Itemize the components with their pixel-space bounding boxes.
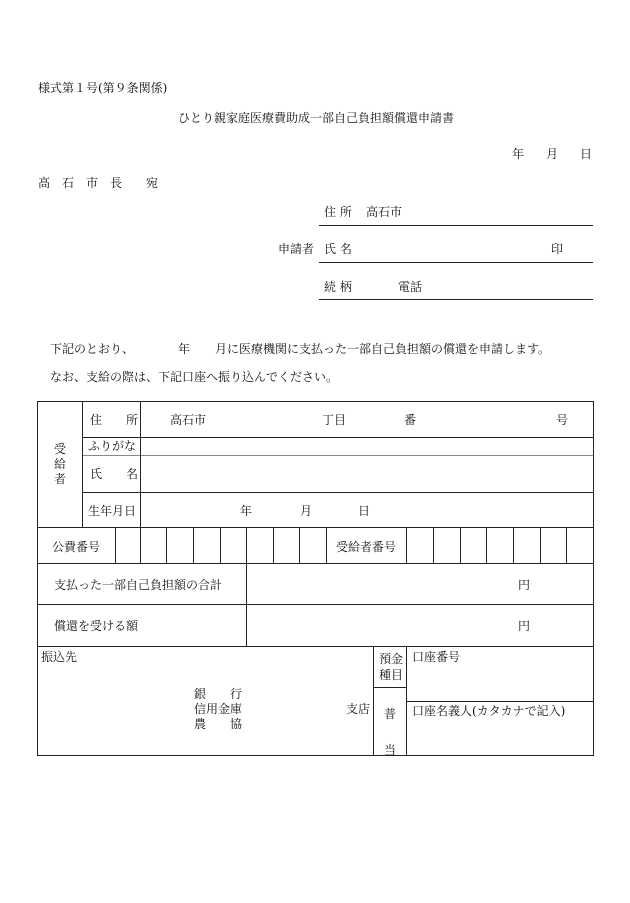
deposit-type-label: 預金種目 (378, 652, 403, 682)
body-line-1-year: 年 (178, 342, 191, 356)
total-paid-unit: 円 (518, 578, 531, 592)
recipient-label: 受給者 (53, 442, 66, 486)
birth-year: 年 (240, 504, 253, 518)
birth-day: 日 (358, 504, 371, 518)
transfer-label: 振込先 (41, 650, 78, 664)
recipient-number-label: 受給者番号 (336, 540, 397, 554)
branch-label: 支店 (346, 702, 371, 716)
birth-month: 月 (300, 504, 313, 518)
body-line-1-post: 月に医療機関に支払った一部自己負担額の償還を申請します。 (215, 342, 551, 356)
furigana-label: ふりがな (88, 439, 137, 453)
total-paid-label: 支払った一部自己負担額の合計 (54, 578, 223, 592)
table-address-label: 住 所 (90, 413, 139, 427)
table-name-label: 氏 名 (90, 467, 139, 481)
phone-label: 電話 (398, 280, 423, 294)
table-address-city[interactable]: 高石市 (170, 413, 207, 427)
date-month: 月 (546, 147, 559, 161)
seal-mark: 印 (551, 242, 564, 256)
refund-unit: 円 (518, 619, 531, 633)
table-address-chome: 丁目 (322, 413, 347, 427)
date-day: 日 (580, 147, 593, 161)
body-line-1-pre: 下記のとおり、 (50, 342, 135, 356)
address-value[interactable]: 高石市 (366, 205, 403, 219)
addressee: 高 石 市 長 宛 (38, 176, 159, 190)
shinkin-option: 信用金庫 (194, 702, 243, 716)
bank-option: 銀 行 (194, 687, 243, 701)
table-address-ban: 番 (404, 413, 417, 427)
body-line-2: なお、支給の際は、下記口座へ振り込んでください。 (50, 370, 339, 384)
account-name-label: 口座名義人(カタカナで記入) (412, 704, 566, 718)
noukyou-option: 農 協 (194, 717, 243, 731)
table-address-go: 号 (556, 413, 569, 427)
page-title: ひとり親家庭医療費助成一部自己負担額償還申請書 (178, 111, 455, 125)
birthdate-label: 生年月日 (88, 504, 137, 518)
form-number: 様式第１号(第９条関係) (38, 81, 168, 95)
applicant-label: 申請者 (278, 242, 315, 256)
date-year: 年 (512, 147, 525, 161)
public-number-label: 公費番号 (52, 540, 101, 554)
refund-label: 償還を受ける額 (54, 619, 139, 633)
relation-label: 続 柄 (324, 280, 352, 294)
address-label: 住 所 (324, 205, 352, 219)
deposit-type-value: 普当 (383, 707, 396, 757)
name-label: 氏 名 (324, 242, 352, 256)
account-number-label: 口座番号 (412, 650, 461, 664)
